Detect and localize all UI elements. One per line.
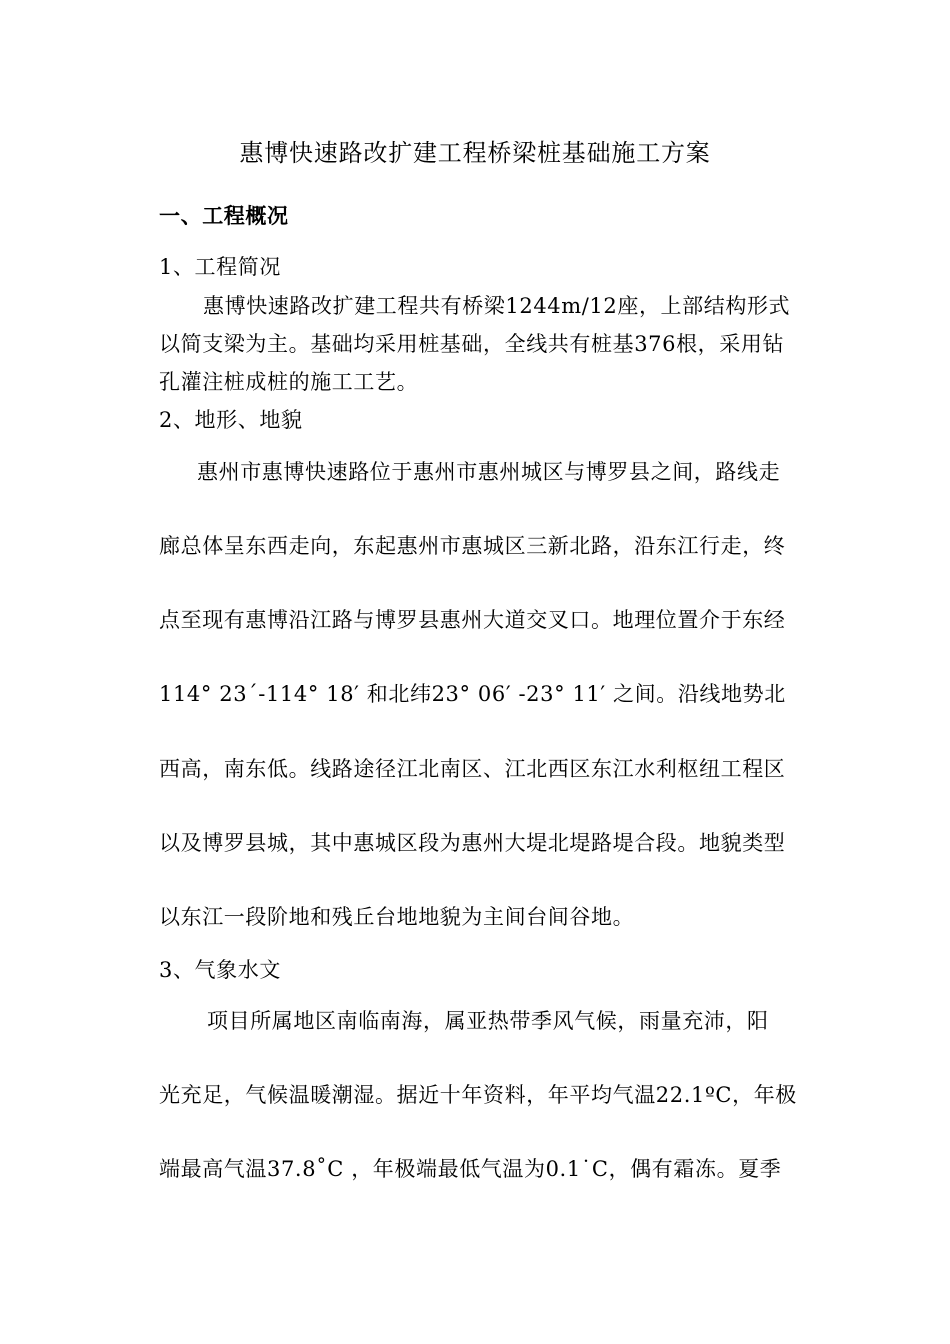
paragraph-line: 孔灌注桩成桩的施工工艺。	[159, 370, 419, 394]
paragraph-line: 廊总体呈东西走向，东起惠州市惠城区三新北路，沿东江行走，终	[159, 534, 786, 558]
paragraph-line: 惠州市惠博快速路位于惠州市惠州城区与博罗县之间，路线走	[197, 460, 781, 484]
paragraph-line: 以及博罗县城，其中惠城区段为惠州大堤北堤路堤合段。地貌类型	[159, 831, 786, 855]
paragraph-line: 点至现有惠博沿江路与博罗县惠州大道交叉口。地理位置介于东经	[159, 608, 786, 632]
paragraph-line: 以简支梁为主。基础均采用桩基础，全线共有桩基376根，采用钻	[159, 332, 785, 356]
paragraph-line: 项目所属地区南临南海，属亚热带季风气候，雨量充沛，阳	[207, 1009, 769, 1033]
paragraph-line: 以东江一段阶地和残丘台地地貌为主间台间谷地。	[159, 905, 635, 929]
paragraph-line: 光充足，气候温暖潮湿。据近十年资料，年平均气温22.1ºC，年极	[159, 1083, 797, 1107]
subsection-heading-project-summary: 1、工程简况	[159, 255, 281, 279]
paragraph-line: 114° 23ˊ-114° 18′ 和北纬23° 06′ -23° 11′ 之间。沿线地势北	[159, 682, 786, 706]
paragraph-line: 西高，南东低。线路途径江北南区、江北西区东江水利枢纽工程区	[159, 757, 786, 781]
document-title: 惠博快速路改扩建工程桥梁桩基础施工方案	[239, 139, 711, 167]
paragraph-line: 惠博快速路改扩建工程共有桥梁1244m/12座，上部结构形式	[203, 294, 791, 318]
paragraph-line: 端最高气温37.8˚C ，年极端最低气温为0.1˙C，偶有霜冻。夏季	[159, 1157, 782, 1181]
subsection-heading-climate: 3、气象水文	[159, 958, 281, 982]
section-heading-overview: 一、工程概况	[159, 204, 289, 228]
subsection-heading-terrain: 2、地形、地貌	[159, 408, 303, 432]
